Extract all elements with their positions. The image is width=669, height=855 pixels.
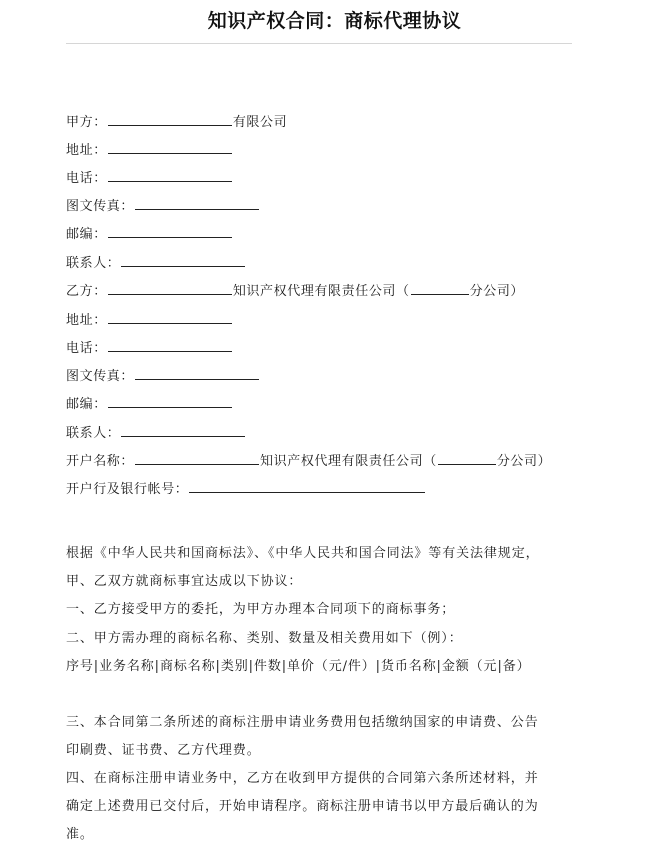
fee-table-header: 序号|业务名称|商标名称|类别|件数|单价（元/件）|货币名称|金额（元|备） <box>66 659 531 674</box>
party-a-contact-line <box>66 253 246 272</box>
party-b-account-name-label: 开户名称： <box>66 454 135 469</box>
clause-1: 一、乙方接受甲方的委托，为甲方办理本合同项下的商标事务； <box>66 602 456 617</box>
party-b-address-label: 地址： <box>66 313 107 328</box>
party-b-contact-label: 联系人： <box>66 426 121 441</box>
party-a-fax-blank <box>135 196 259 210</box>
party-a-address-blank <box>108 140 232 154</box>
party-a-contact-blank <box>121 253 245 267</box>
intro-line-1: 根据《中华人民共和国商标法》、《中华人民共和国合同法》等有关法律规定， <box>66 546 540 561</box>
clause-4-line-2: 确定上述费用已交付后，开始申请程序。商标注册申请书以甲方最后确认的为 <box>66 799 539 814</box>
clause-4-line-3: 准。 <box>66 827 94 842</box>
party-a-postcode-blank <box>108 224 232 238</box>
party-a-address-label: 地址： <box>66 143 107 158</box>
party-a-phone-blank <box>108 168 232 182</box>
clause-3-line-2: 印刷费、证书费、乙方代理费。 <box>66 743 261 758</box>
party-a-fax-label: 图文传真： <box>66 199 135 214</box>
party-b-line <box>66 281 524 300</box>
party-b-fax-blank <box>135 366 259 380</box>
party-b-bank-line <box>66 479 426 498</box>
party-a-label: 甲方： <box>66 115 107 130</box>
party-b-fax-label: 图文传真： <box>66 369 135 384</box>
party-a-blank <box>108 112 232 126</box>
clause-2: 二、甲方需办理的商标名称、类别、数量及相关费用如下（例）： <box>66 631 463 646</box>
party-b-bank-blank <box>189 479 425 493</box>
party-a-line <box>66 112 287 131</box>
party-b-address-line <box>66 310 233 329</box>
clause-4-line-1: 四、在商标注册申请业务中，乙方在收到甲方提供的合同第六条所述材料，并 <box>66 771 539 786</box>
intro-line-2: 甲、乙双方就商标事宜达成以下协议： <box>66 574 303 589</box>
party-b-fax-line <box>66 366 260 385</box>
party-b-label: 乙方： <box>66 284 107 299</box>
party-b-bank-label: 开户行及银行帐号： <box>66 482 189 497</box>
party-b-postcode-label: 邮编： <box>66 397 107 412</box>
party-a-postcode-label: 邮编： <box>66 227 107 242</box>
party-b-contact-blank <box>121 423 245 437</box>
party-a-address-line <box>66 140 233 159</box>
party-b-branch-suffix: 分公司） <box>469 284 525 299</box>
title-divider <box>66 43 572 44</box>
party-a-contact-label: 联系人： <box>66 256 121 271</box>
clause-3-line-1: 三、本合同第二条所述的商标注册申请业务费用包括缴纳国家的申请费、公告 <box>66 715 539 730</box>
party-b-account-name-suffix: 知识产权代理有限责任公司（ <box>260 454 437 469</box>
party-a-postcode-line <box>66 224 233 243</box>
party-b-contact-line <box>66 423 246 442</box>
party-b-branch-blank <box>411 281 469 295</box>
party-a-suffix: 有限公司 <box>232 115 288 130</box>
party-b-phone-blank <box>108 338 232 352</box>
party-b-blank <box>108 281 232 295</box>
party-b-phone-line <box>66 338 233 357</box>
party-b-account-branch-suffix: 分公司） <box>496 454 552 469</box>
party-b-address-blank <box>108 310 232 324</box>
party-a-phone-line <box>66 168 233 187</box>
document-title: 知识产权合同：商标代理协议 <box>207 10 462 32</box>
party-b-phone-label: 电话： <box>66 341 107 356</box>
party-b-suffix: 知识产权代理有限责任公司（ <box>232 284 410 299</box>
party-a-phone-label: 电话： <box>66 171 107 186</box>
party-b-postcode-line <box>66 394 233 413</box>
party-a-fax-line <box>66 196 260 215</box>
party-b-account-name-blank <box>135 451 259 465</box>
party-b-account-name-line <box>66 451 551 470</box>
party-b-account-branch-blank <box>438 451 496 465</box>
party-b-postcode-blank <box>108 394 232 408</box>
